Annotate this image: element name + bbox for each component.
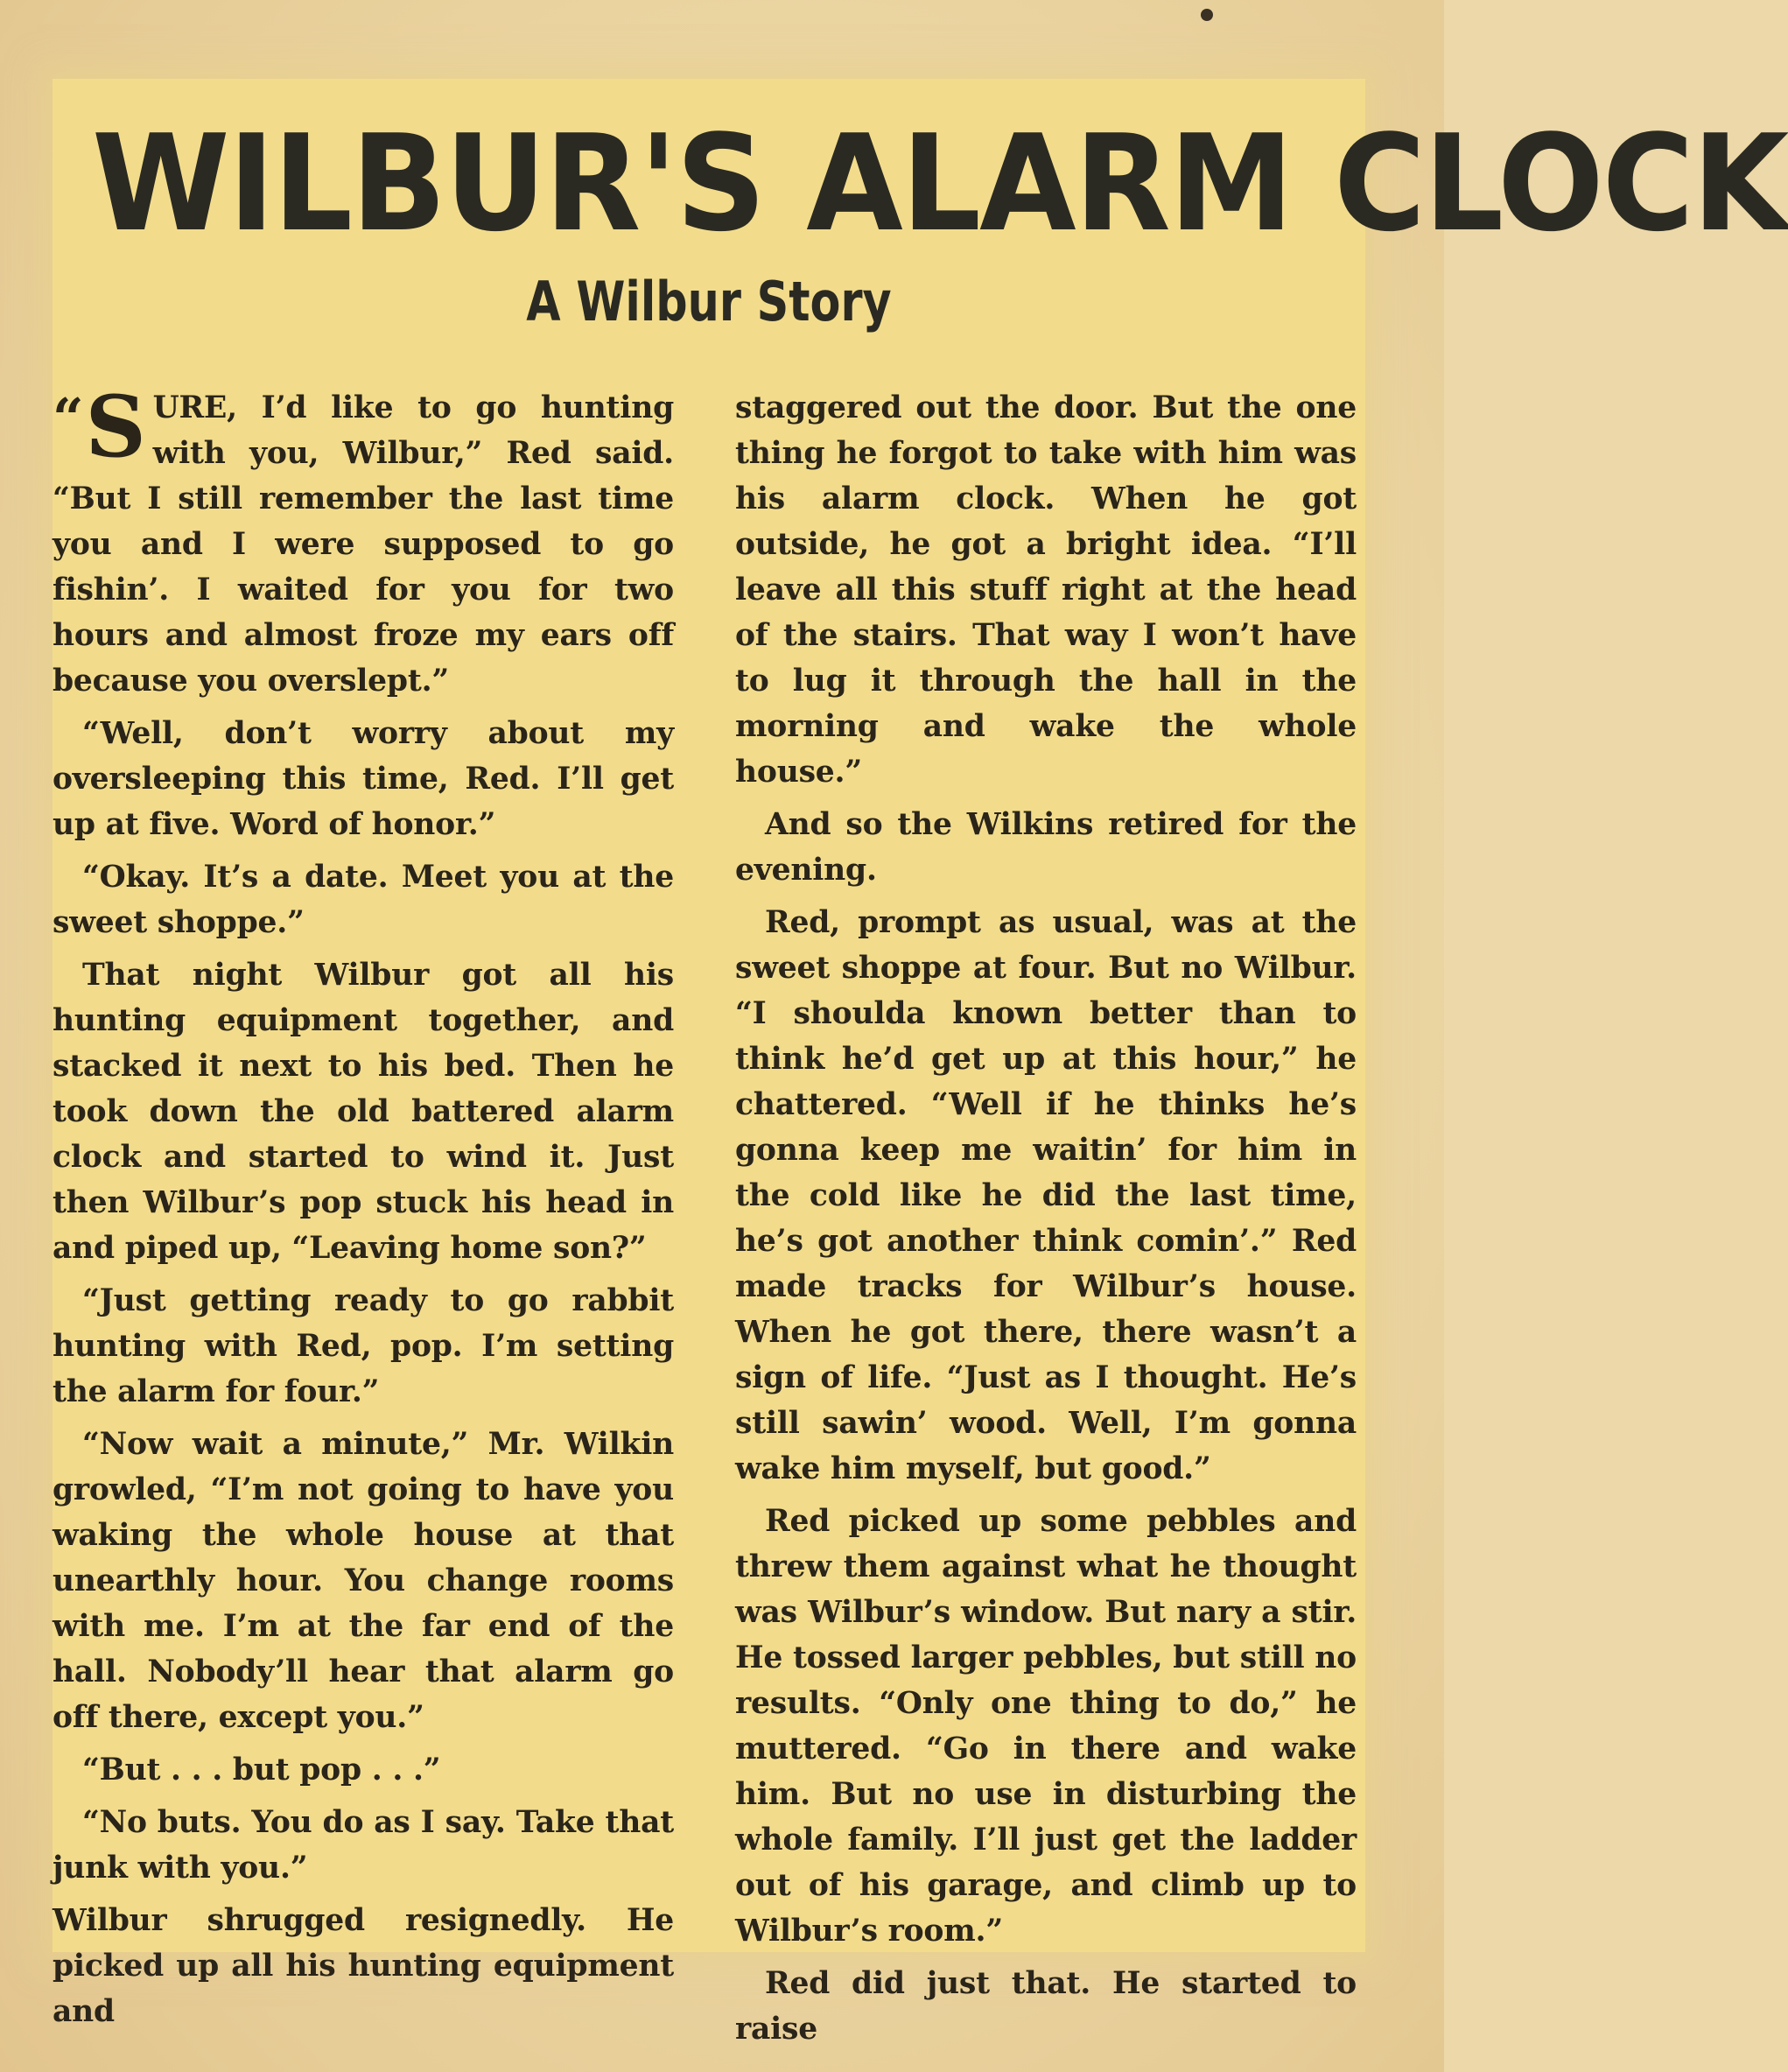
- paragraph: “Now wait a minute,” Mr. Wilkin growled, “I’m not going to have you waking the whole house at that unearthly hour. You change rooms with me. I’m at the far end of the hall. Nobody’ll hear that alarm go off there, except you.”: [53, 1427, 674, 1735]
- paragraph: “Okay. It’s a date. Meet you at the sweet shoppe.”: [53, 860, 674, 940]
- paragraph: [53, 377, 674, 704]
- left-column: [53, 377, 674, 2041]
- paragraph: Wilbur shrugged resignedly. He picked up all his hunting equipment and: [53, 1903, 674, 2029]
- dropcap-letter: S: [85, 377, 146, 476]
- paragraph: Red picked up some pebbles and threw them against what he thought was Wilbur’s window. But nary a stir. He tossed larger pebbles, but still no results. “Only one thing to do,” he muttered. “Go in there and wake him. But no use in disturbing the whole family. I’ll just get the ladder out of his garage, and climb up to Wilbur’s room.”: [735, 1504, 1357, 1949]
- paragraph: “But . . . but pop . . .”: [82, 1752, 441, 1788]
- dropcap-quote: “: [53, 386, 84, 450]
- paragraph-text: URE, I’d like to go hunting with you, Wilbur,” Red said. “But I still remember the last time you and I were supposed to go fishin’. I waited for you for two hours and almost froze my ears off because you overslept.”: [53, 390, 674, 699]
- paragraph: “Just getting ready to go rabbit hunting with Red, pop. I’m setting the alarm for four.”: [53, 1283, 674, 1409]
- paragraph: Red did just that. He started to raise: [735, 1966, 1357, 2047]
- right-column: [735, 385, 1357, 2059]
- story-title: WILBUR'S ALARM CLOCK: [92, 106, 1788, 261]
- story-subtitle: A Wilbur Story: [526, 270, 892, 334]
- paragraph: “Well, don’t worry about my oversleeping this time, Red. I’ll get up at five. Word of honor.”: [53, 716, 674, 842]
- ink-speck: [1201, 9, 1213, 21]
- paragraph: And so the Wilkins retired for the evening.: [735, 807, 1357, 888]
- paragraph: That night Wilbur got all his hunting equipment together, and stacked it next to his bed. Then he took down the old battered alarm clock and started to wind it. Just then Wilbur’s pop stuck his head in and piped up, “Leaving home son?”: [53, 958, 674, 1266]
- paragraph: Red, prompt as usual, was at the sweet shoppe at four. But no Wilbur. “I shoulda known better than to think he’d get up at this hour,” he chattered. “Well if he thinks he’s gonna keep me waitin’ for him in the cold like he did the last time, he’s got another think comin’.” Red made tracks for Wilbur’s house. When he got there, there wasn’t a sign of life. “Just as I thought. He’s still sawin’ wood. Well, I’m gonna wake him myself, but good.”: [735, 905, 1357, 1486]
- paragraph: staggered out the door. But the one thing he forgot to take with him was his alarm clock. When he got outside, he got a bright idea. “I’ll leave all this stuff right at the head of the stairs. That way I won’t have to lug it through the hall in the morning and wake the whole house.”: [735, 390, 1357, 790]
- paragraph: “No buts. You do as I say. Take that junk with you.”: [53, 1805, 674, 1886]
